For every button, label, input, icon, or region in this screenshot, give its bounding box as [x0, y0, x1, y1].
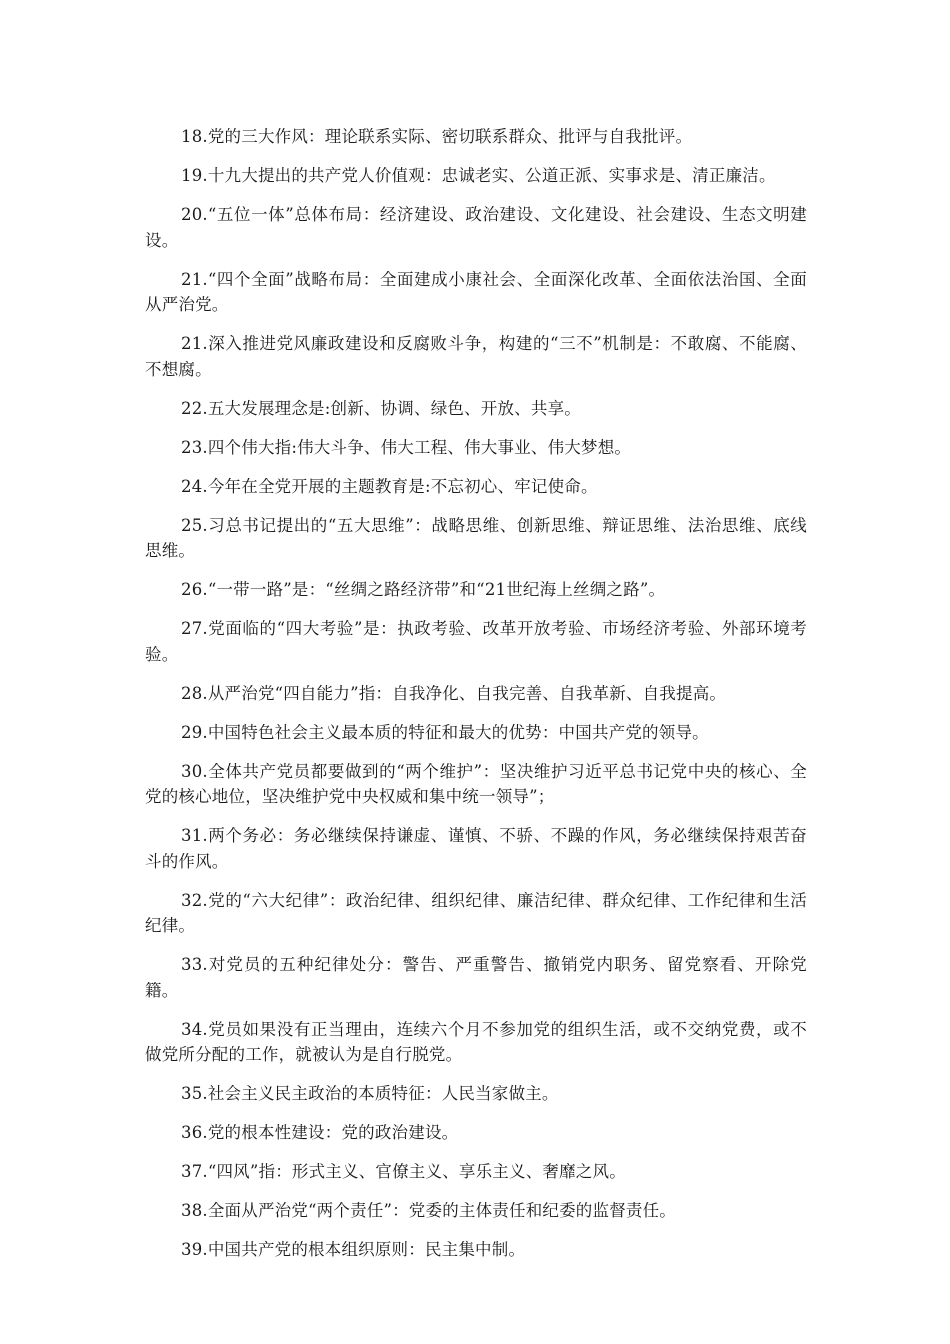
list-item-27: 27.党面临的“四大考验”是：执政考验、改革开放考验、市场经济考验、外部环境考验。	[145, 619, 807, 664]
list-item-29: 29.中国特色社会主义最本质的特征和最大的优势：中国共产党的领导。	[181, 722, 709, 742]
list-item-18: 18.党的三大作风：理论联系实际、密切联系群众、批评与自我批评。	[181, 127, 693, 146]
document-body	[145, 124, 807, 1276]
list-item-38: 38.全面从严治党“两个责任”：党委的主体责任和纪委的监督责任。	[181, 1201, 677, 1220]
list-item-39: 39.中国共产党的根本组织原则：民主集中制。	[181, 1240, 526, 1259]
list-item-35: 35.社会主义民主政治的本质特征：人民当家做主。	[181, 1084, 559, 1103]
list-item-21a: 21.“四个全面”战略布局：全面建成小康社会、全面深化改革、全面依法治国、全面从严治党。	[145, 269, 807, 314]
list-item-19: 19.十九大提出的共产党人价值观：忠诚老实、公道正派、实事求是、清正廉洁。	[181, 166, 776, 185]
list-item-21b: 21.深入推进党风廉政建设和反腐败斗争，构建的“三不”机制是：不敢腐、不能腐、不想腐。	[145, 334, 807, 379]
list-item-25: 25.习总书记提出的“五大思维”：战略思维、创新思维、辩证思维、法治思维、底线思维。	[145, 515, 807, 560]
list-item-37: 37.“四风”指：形式主义、官僚主义、享乐主义、奢靡之风。	[181, 1162, 626, 1181]
list-item-31: 31.两个务必：务必继续保持谦虚、谨慎、不骄、不躁的作风，务必继续保持艰苦奋斗的作风。	[145, 826, 807, 871]
list-item-24: 24.今年在全党开展的主题教育是:不忘初心、牢记使命。	[181, 476, 598, 496]
list-item-28: 28.从严治党“四自能力”指：自我净化、自我完善、自我革新、自我提高。	[181, 683, 727, 703]
list-item-23: 23.四个伟大指:伟大斗争、伟大工程、伟大事业、伟大梦想。	[181, 437, 632, 457]
list-item-22: 22.五大发展理念是:创新、协调、绿色、开放、共享。	[181, 398, 581, 418]
list-item-32: 32.党的“六大纪律”：政治纪律、组织纪律、廉洁纪律、群众纪律、工作纪律和生活纪律。	[145, 890, 807, 935]
list-item-36: 36.党的根本性建设：党的政治建设。	[181, 1123, 459, 1142]
list-item-33: 33.对党员的五种纪律处分：警告、严重警告、撤销党内职务、留党察看、开除党籍。	[145, 955, 807, 1000]
list-item-34: 34.党员如果没有正当理由，连续六个月不参加党的组织生活，或不交纳党费，或不做党所分配的工作，就被认为是自行脱党。	[145, 1019, 807, 1064]
list-item-20: 20.“五位一体”总体布局：经济建设、政治建设、文化建设、社会建设、生态文明建设。	[145, 205, 807, 250]
list-item-26: 26.“一带一路”是：“丝绸之路经济带”和“21世纪海上丝绸之路”。	[181, 580, 666, 599]
list-item-30: 30.全体共产党员都要做到的“两个维护”：坚决维护习近平总书记党中央的核心、全党的核心地位，坚决维护党中央权威和集中统一领导”；	[145, 761, 807, 806]
